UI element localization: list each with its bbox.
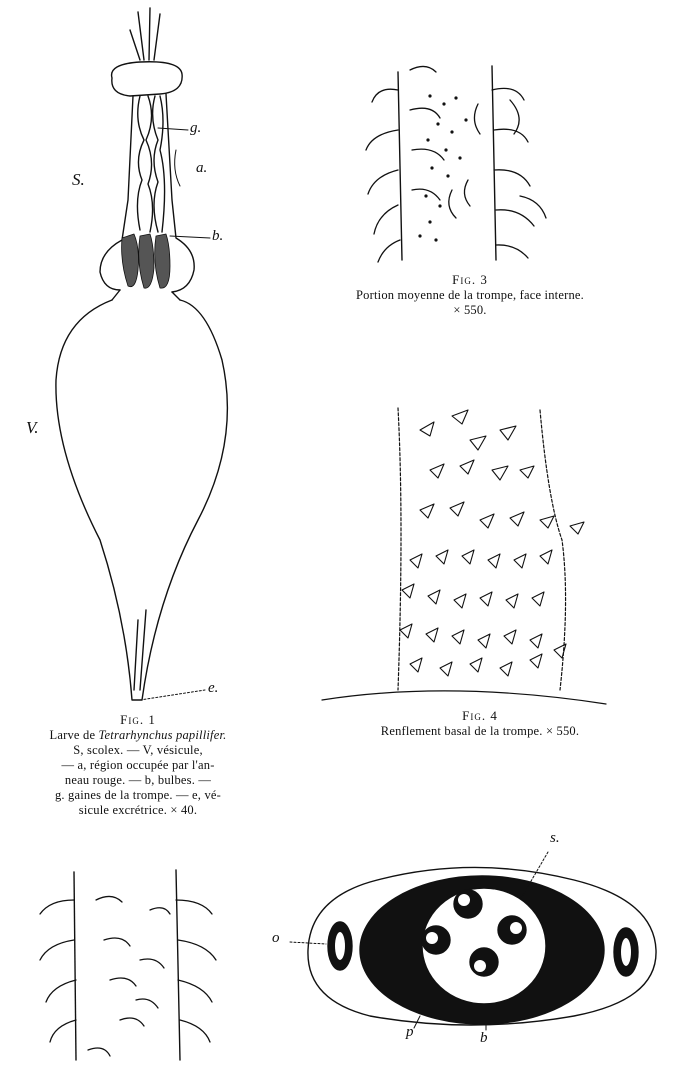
label-g: g. [190, 120, 202, 136]
label-a: a. [196, 160, 208, 176]
fig1-larva-drawing [56, 8, 227, 700]
fig3-caption-text: Portion moyenne de la trompe, face interne. [356, 287, 584, 302]
fig1-caption-line2: S, scolex. — V, vésicule, [73, 742, 203, 757]
fig4-caption-text: Renflement basal de la trompe. × 550. [380, 723, 580, 738]
label-b2: b [480, 1030, 488, 1046]
fig3-caption [280, 272, 660, 318]
fig1-caption-line3: — a, région occupée par l'an- [61, 757, 215, 772]
fig4-basal-swelling-drawing [322, 408, 606, 704]
fig1-caption-line5: g. gaines de la trompe. — e, vé- [54, 787, 222, 802]
fig1-caption-line6: sicule excrétrice. × 40. [78, 802, 198, 817]
label-p: p [406, 1024, 414, 1040]
label-o: o [272, 930, 280, 946]
fig1-caption [8, 712, 268, 818]
fig1-caption-line1: Larve de Tetrarhynchus papillifer. [49, 727, 227, 742]
label-e: e. [208, 680, 219, 696]
fig3-title: Fig. 3 [452, 272, 488, 287]
fig-bottom-right-section-drawing [290, 852, 656, 1030]
fig-bottom-left-trunk-drawing [40, 870, 216, 1060]
fig3-trunk-drawing [366, 66, 546, 262]
fig1-caption-line4: neau rouge. — b, bulbes. — [64, 772, 212, 787]
label-s: s. [550, 830, 560, 846]
fig3-scale: × 550. [453, 302, 487, 317]
fig4-caption [300, 708, 660, 739]
label-V: V. [26, 418, 39, 437]
fig4-title: Fig. 4 [462, 708, 498, 723]
label-S: S. [72, 170, 85, 189]
fig1-species: Tetrarhynchus papillifer. [98, 727, 227, 742]
label-b: b. [212, 228, 224, 244]
fig1-title: Fig. 1 [120, 712, 156, 727]
